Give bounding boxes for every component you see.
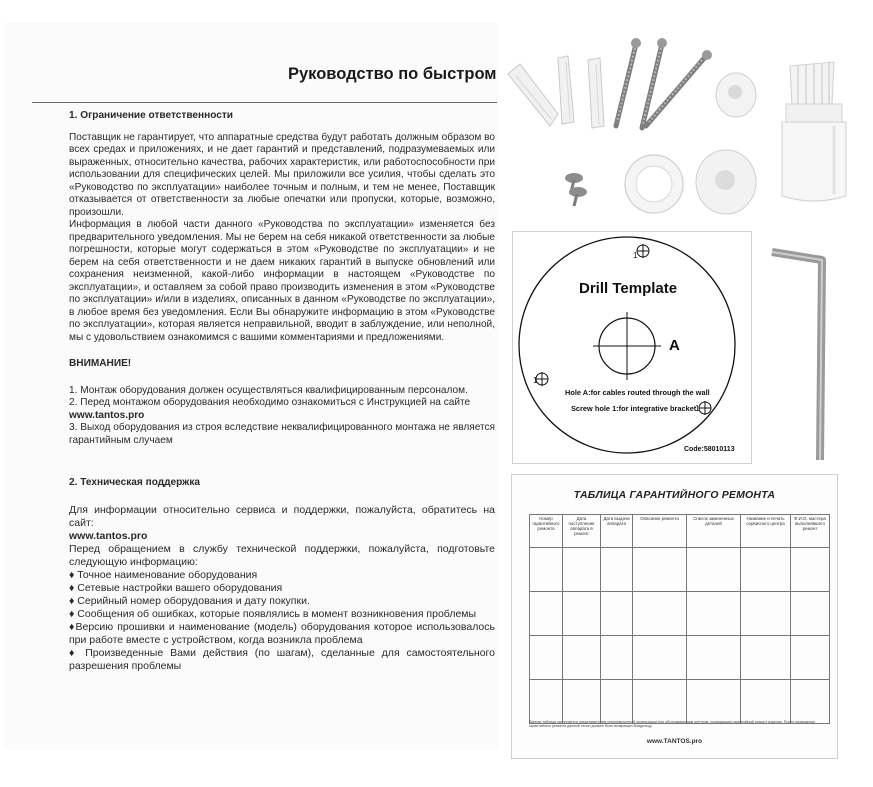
warranty-repair-card [511,474,838,759]
column-header: Номер гарантийного ремонта [530,515,563,548]
section-1-paragraph-1: Поставщик не гарантирует, что аппаратные средства будут работать должным образом во всех средах и приложениях, и не дает гарантий и представлений, подразумеваемых или выраженных, относительно качества, рабочих характеристик, или работоспособности при использовании для специфических целей. Мы приложили все усилия, чтобы сделать это «Руководство по эксплуатации» наиболее точным и полным, и тем не менее, Поставщик отказывается от ответственности за любые опечатки или пропуски, которые, возможно, произошли. [69,131,495,218]
screw-hole-description: Screw hole 1:for integrative bracket [571,404,697,413]
grommet [694,146,758,216]
sealing-ring [622,152,686,216]
screw-hole-number: 1 [695,404,700,413]
warranty-website: www.TANTOS.pro [646,738,703,745]
table-row [530,592,830,636]
info-item: ♦ Серийный номер оборудования и дату покупки. [69,594,310,607]
drill-template-graphic [513,232,751,463]
screw-hole-number: 1 [533,376,538,385]
warranty-table [529,514,830,724]
screws [606,36,716,134]
column-header: Ф.И.О. мастера выполнявшего ремонт [791,515,830,548]
warranty-title: ТАБЛИЦА ГАРАНТИЙНОГО РЕМОНТА [573,489,776,501]
column-header: Список замененных деталей [687,515,741,548]
template-code: Code:58010113 [684,446,735,453]
allen-key [766,246,832,466]
column-header: Название и печать сервисного центра [741,515,791,548]
section-1-heading: 1. Ограничение ответственности [69,110,234,121]
manual-body [69,110,495,673]
cable-gland [776,56,848,206]
rubber-washer [712,68,760,120]
table-row [530,548,830,592]
drill-template [512,231,752,464]
table-row [530,636,830,680]
section-2-heading: 2. Техническая поддержка [69,477,201,488]
drill-template-title: Drill Template [579,280,678,297]
info-item: ♦ Точное наименование оборудования [69,568,258,581]
attention-item-1: 1. Монтаж оборудования должен осуществляться квалифицированным персоналом. [69,384,468,396]
quick-guide-manual [6,24,497,748]
wall-anchors [500,52,612,132]
table-row [530,680,830,724]
hole-a-label: A [669,337,680,354]
column-header: Дата выдачи аппарата [601,515,633,548]
title-divider [32,102,497,103]
info-item: ♦ Произведенные Вами действия (по шагам), сделанные для самостоятельного разрешения проблемы [69,646,495,672]
screw-hole-number: 1 [633,251,638,260]
section-2-paragraph-2: Перед обращением в службу технической поддержки, пожалуйста, подготовьте следующую информацию: [69,542,495,568]
manual-title: Руководство по быстром [288,65,497,83]
info-item: ♦ Сообщения об ошибках, которые появлялись в момент возникновения проблемы [69,607,477,620]
attention-heading: ВНИМАНИЕ! [69,358,132,369]
attention-item-2: 2. Перед монтажом оборудования необходимо ознакомиться с Инструкцией на сайте [69,397,471,408]
section-2-paragraph-1: Для информации относительно сервиса и поддержки, пожалуйста, обратитесь на сайт: [69,503,495,529]
section-2-url: www.tantos.pro [69,529,148,542]
section-1-paragraph-2: Информация в любой части данного «Руководства по эксплуатации» изменяется без предварительного уведомления. Мы не берем на себя никакой ответственности за любые погрешности, которые могут содержаться в этом «Руководстве по эксплуатации» и не берем на себя ответственности и не даем никаких гарантий в выпуске обновлений или сохранения неизменной, какой-либо информации в настоящем «Руководстве по эксплуатации», и оставляем за собой право производить изменения в этом «Руководстве по эксплуатации» и/или в изделиях, описанных в данном «Руководстве по эксплуатации», в любое время без уведомления. Если Вы обнаружите информацию в этом «Руководстве по эксплуатации», которая является неправильной, вводит в заблуждение, или неполной, мы с удовольствием ознакомимся с вашими комментариями и предложениями. [69,219,495,343]
column-header: Описание ремонта [633,515,687,548]
table-header-row [530,515,830,548]
small-screws [560,166,592,208]
info-item: ♦ Сетевые настройки вашего оборудования [69,581,283,594]
attention-item-3: 3. Выход оборудования из строя вследствие неквалифицированного монтажа не является гарантийным случаем [69,422,495,446]
wall-anchor-1 [508,64,558,126]
column-header: Дата поступления аппарата в ремонт [563,515,601,548]
info-item: ♦Версию прошивки и наименование (модель) оборудования которое использовалось при работе вместе с устройством, когда возникла проблема [69,620,495,646]
hole-a-description: Hole A:for cables routed through the wall [565,388,710,397]
warranty-note: Данная таблица заполняется представителем уполномоченной организации или обслуживающим центром, проводящим гарантийный ремонт изделия. После проведения гарантийного ремонта данный талон должен быть возвращен Владельцу [529,720,815,728]
attention-item-2-url: www.tantos.pro [69,409,145,421]
